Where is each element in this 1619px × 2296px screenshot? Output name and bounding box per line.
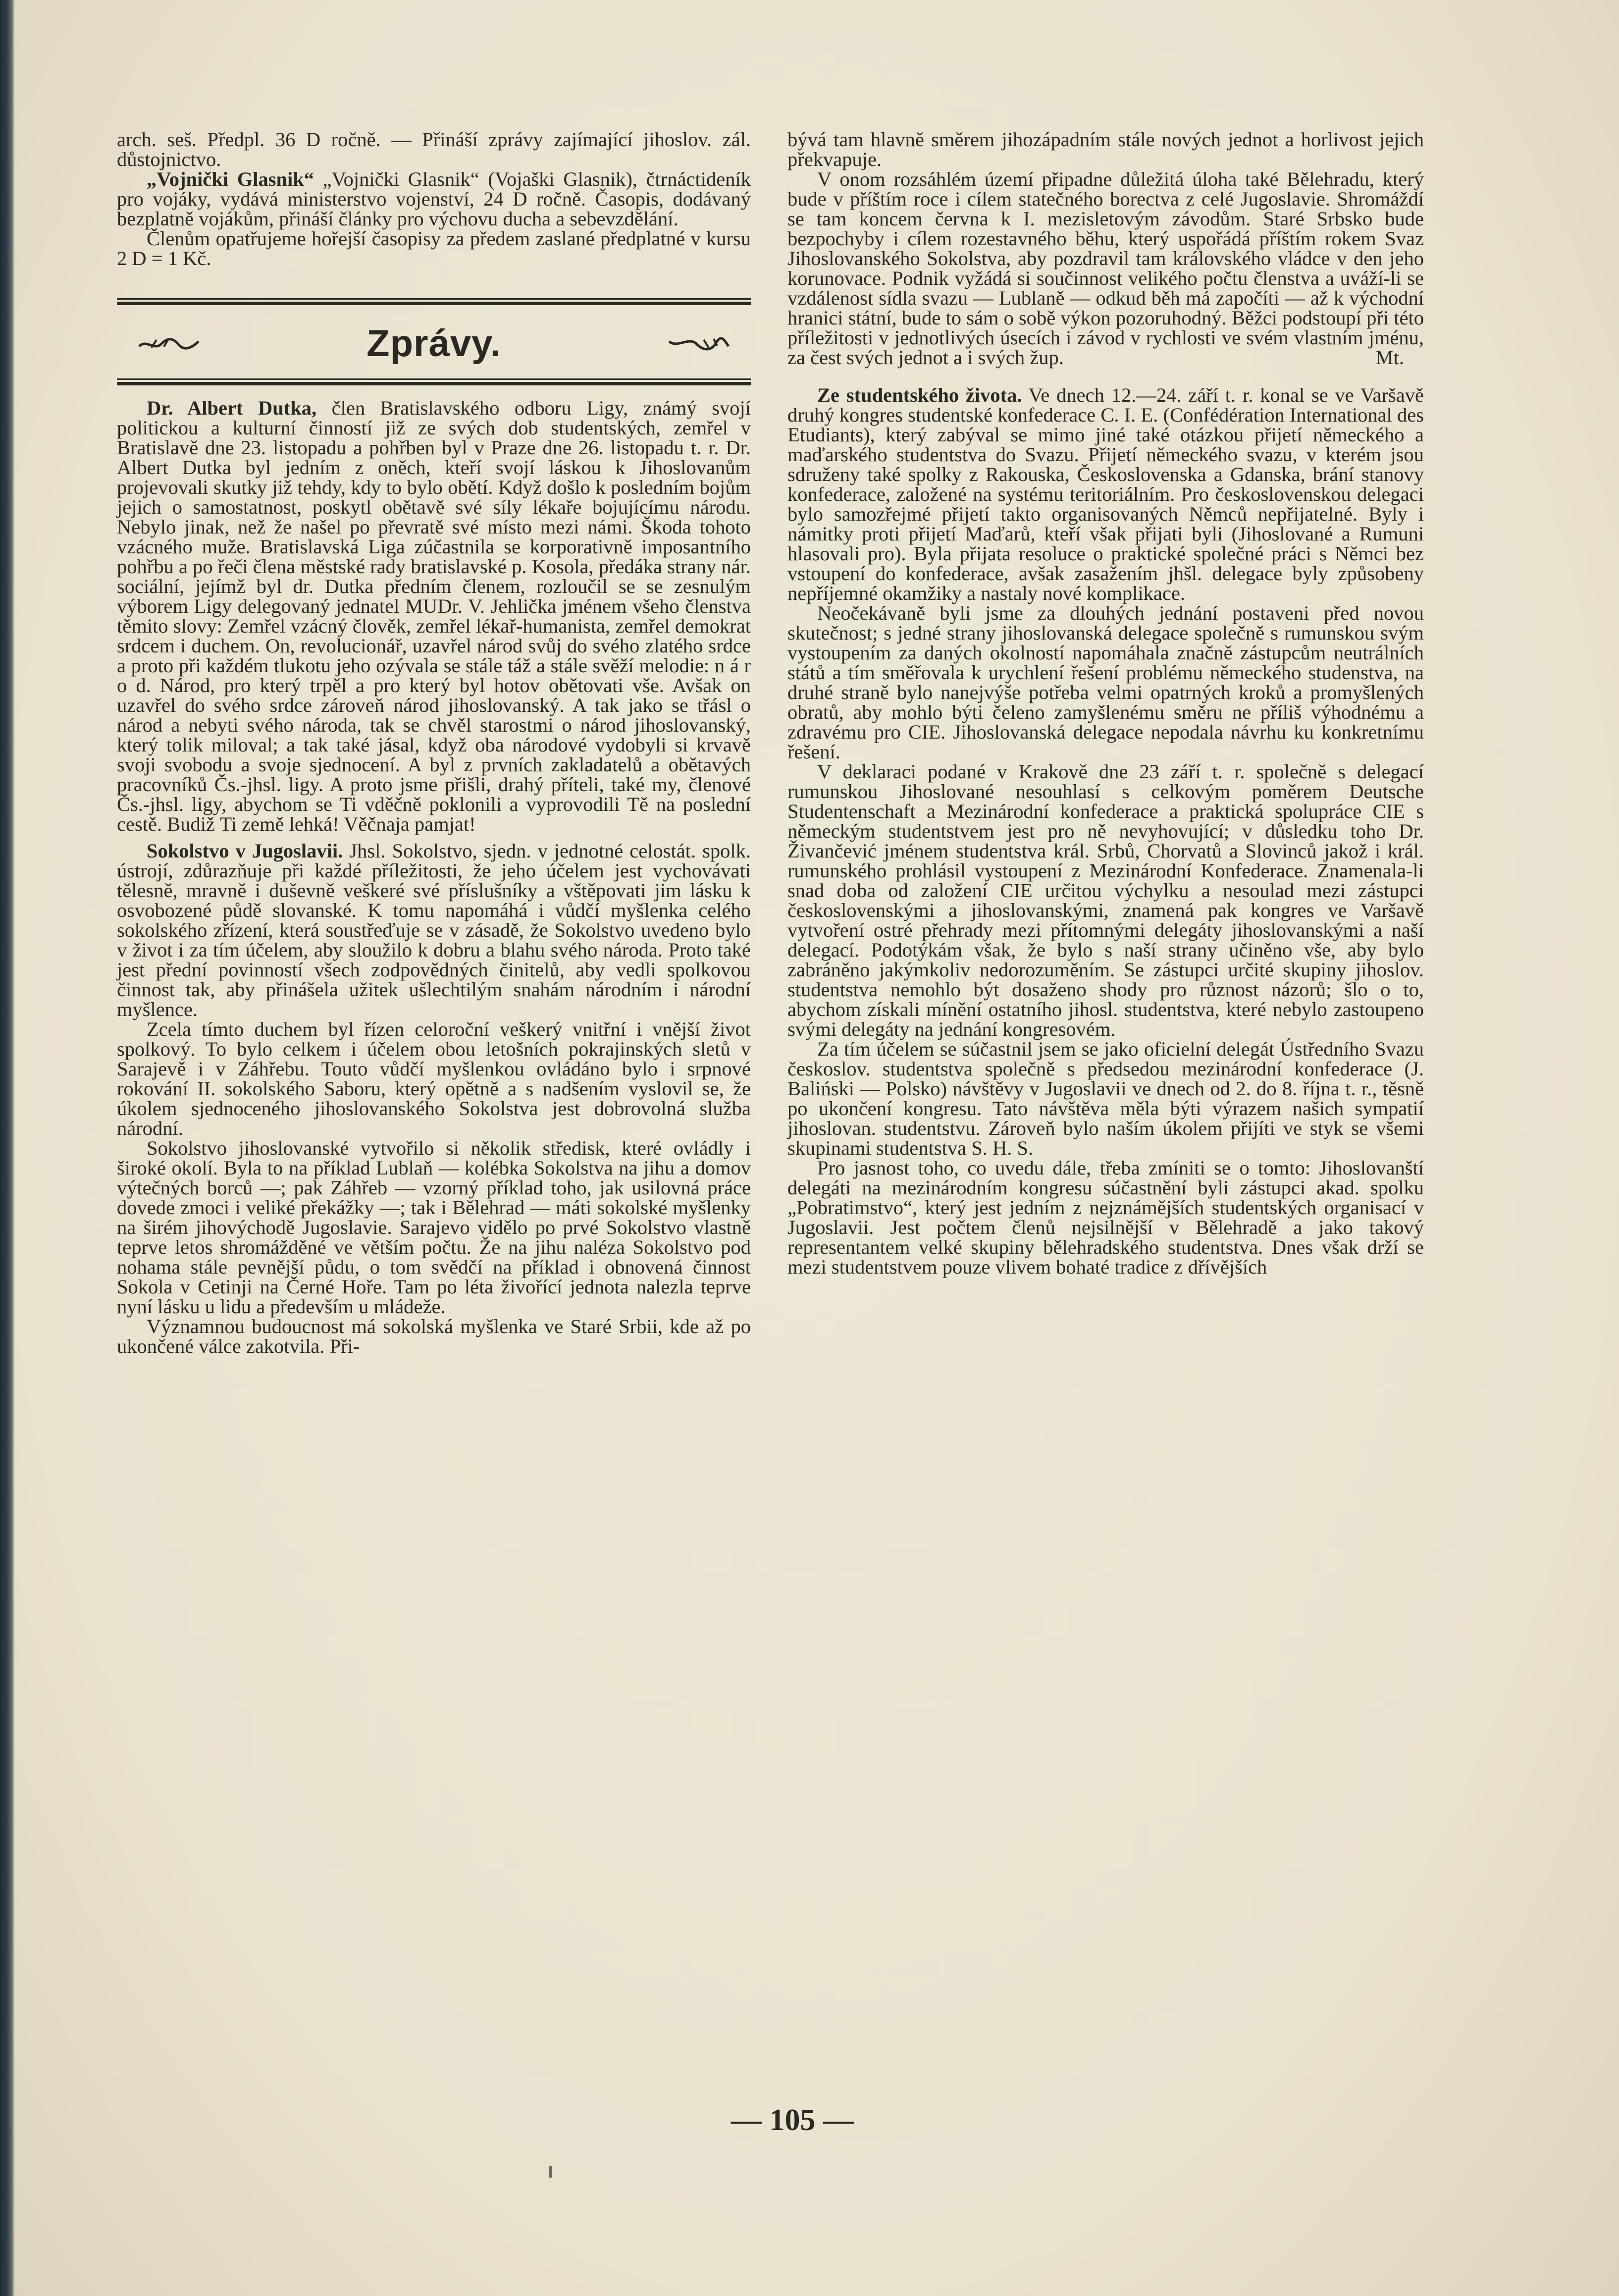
paragraph: Zcela tímto duchem byl řízen celoroční veškerý vnitřní i vnější život spolkový. To bylo celkem i účelem obou letošních pokrajinských sletů v Sarajevě i v Záhřebu. Touto vůdčí myšlenkou ovládáno bylo i srpnové rokování II. sokolského Saboru, který opětně a s nadšením vyslovil se, že úkolem sjednoceného jihoslovanského Sokolstva jest dobrovolná služba národní. xyxy=(117,1018,751,1139)
paragraph: Neočekávaně byli jsme za dlouhých jednání postaveni před novou skutečnost; s jedné strany jihoslovanská delegace společně s rumunskou svým vystoupením za daných okolností napomáhala značně zástupcům neutrálních států a tím směřovala k urychlení řešení problému německého studenstva, na druhé straně bylo nanejvýše potřeba velmi opatrných kroků a promyšlených obratů, aby mohlo býti čeleno zamyšlenému směru ne příliš výhodnému a zdravému pro CIE. Jihoslovanská delegace nepodala návrhu ku konkretnímu řešení. xyxy=(787,602,1424,763)
paragraph-continuation: bývá tam hlavně směrem jihozápadním stále nových jednot a horlivost jejich překvapuje. xyxy=(787,128,1424,170)
article-dutka xyxy=(117,398,751,834)
paragraph: Významnou budoucnost má sokolská myšlenka ve Staré Srbii, kde až po ukončené válce zakotvila. Při- xyxy=(117,1315,751,1357)
ornament-flourish-icon xyxy=(667,334,731,354)
page-number: — 105 — xyxy=(731,2103,854,2137)
heading-rule-bottom xyxy=(117,378,751,385)
ink-mark xyxy=(549,2166,552,2178)
right-column xyxy=(787,130,1424,1277)
author-signature: Mt. xyxy=(1375,346,1404,369)
paragraph: Pro jasnost toho, co uvedu dále, třeba zmíniti se o tomto: Jihoslovanští delegáti na mezinárodním kongresu súčastnění byli zástupci akad. spolku „Pobratimstvo“, který jest jedním z nejznámějších studentských organisací v Jugoslavii. Jest počtem členů nejsilnější v Bělehradě a jako takový representantem velké skupiny bělehradského studentstva. Dnes však drží se mezi studentstvem pouze vlivem bohaté tradice z dřívějších xyxy=(787,1157,1424,1278)
paragraph-text: V onom rozsáhlém území připadne důležitá úloha také Bělehradu, který bude v příštím roce i cílem statečného borectva z celé Jugoslavie. Shromáždí se tam koncem června k I. mezisletovým závodům. Staré Srbsko bude bezpochyby i cílem rozestavného běhu, který uspořádá příštím rokem Svaz Jihoslovanského Sokolstva, aby pozdravil tam královského vládce v den jeho korunovace. Podnik vyžádá si součinnost velikého počtu členstva a uváží-li se vzdálenost sídla svazu — Lublaně — odkud běh má započíti — až k východní hranici státní, bude to sám o sobě výkon pozoruhodný. Běžci podstoupí při této příležitosti v jednotlivých úsecích i závod v rychlosti ve svém vlastním jménu, za čest svých jednot a i svých žup. xyxy=(787,168,1424,369)
paragraph-periodical-end: arch. seš. Předpl. 36 D ročně. — Přináší zprávy zajímající jihoslov. zál. důstojnictvo. xyxy=(117,128,751,170)
periodical-title: „Vojnički Glasnik“ xyxy=(147,168,314,190)
article-sokolstvo xyxy=(117,841,751,1019)
left-column xyxy=(117,130,751,1356)
section-heading-block xyxy=(117,294,751,398)
article-body: Ve dnech 12.—24. září t. r. konal se ve Varšavě druhý kongres studentské konfederace C. I. E. (Confédération International des Etudiants), který zabýval se mimo jiné také otázkou přijetí německého a maďarského studentstva do Svazu. Přijetí německého svazu, v kterém jsou sdruženy také spolky z Rakouska, Československa a Gdanska, brání stanovy konfederace, založené na systému teritoriálním. Pro československou delegaci bylo samozřejmé přijetí takto organisovaných Němců nepřijatelné. Byly i námitky proti přijetí Maďarů, kteří však přijati byli (Jihoslované a Rumuni hlasovali pro). Byla přijata resoluce o praktické společné práci s Němci bez vstoupení do konfederace, avšak zasažením jhšl. delegace byly způsobeny nepříjemné okamžiky a nastaly nové komplikace. xyxy=(787,384,1424,604)
article-student-life xyxy=(787,385,1424,603)
article-body: Jhsl. Sokolstvo, sjedn. v jednotné celostát. spolk. ústrojí, zdůrazňuje při každé příležitosti, že jeho účelem jest vychovávati tělesně, mravně i duševně veškeré své příslušníky a vštěpovati jim lásku k osvobozené půdě slovanské. K tomu napomáhá i vůdčí myšlenka celého sokolského zřízení, která soustřeďuje se v zásadě, že Sokolstvo uvedeno bylo v život i za tím účelem, aby sloužilo k dobru a blahu svého národa. Proto také jest přední povinností všech zodpovědných činitelů, aby vedli spolkovou činnost tak, aby přinášela užitek ušlechtilým snahám národním i národní myšlence. xyxy=(117,840,751,1020)
section-heading: Zprávy. xyxy=(366,322,501,365)
paragraph: Za tím účelem se súčastnil jsem se jako oficielní delegát Ústředního Svazu českoslov. studentstva společně s předsedou mezinárodní konfederace (J. Baliński — Polsko) návštěvy v Jugoslavii ve dnech od 2. do 8. října t. r., těsně po ukončení kongresu. Tato návštěva měla býti výrazem našich sympatií jihoslovan. studentstvu. Zároveň bylo naším úkolem přijíti ve styk se všemi skupinami studentstva S. H. S. xyxy=(787,1038,1424,1159)
article-body: člen Bratislavského odboru Ligy, známý svojí politickou a kulturní činností již ze svých dob studentských, zemřel v Bratislavě dne 23. listopadu a pohřben byl v Praze dne 26. listopadu t. r. Dr. Albert Dutka byl jedním z oněch, kteří svojí láskou k Jihoslovanům projevovali skutky již tehdy, kdy to bylo obětí. Když došlo k posledním bojům jejich o samostatnost, poskytl obětavě své síly lékaře bojujícímu národu. Nebylo jinak, než že našel po převratě své místo mezi námi. Škoda tohoto vzácného muže. Bratislavská Liga zúčastnila se korporativně imposantního pohřbu a po řeči člena městské rady bratislavské p. Kosola, předáka strany nár. sociální, jejímž byl dr. Dutka předním členem, rozloučil se se zesnulým výborem Ligy delegovaný jednatel MUDr. V. Jehlička jménem všeho členstva těmito slovy: Zemřel vzácný člověk, zemřel lékař-humanista, zemřel demokrat srdcem i duchem. On, revolucionář, uzavřel národ svůj do svého zlatého srdce a proto při každém tlukotu jeho ozývala se stále táž a stále svěží melodie: n á r o d. Národ, pro který trpěl a pro který byl hotov obětovati vše. Avšak on uzavřel do svého srdce zároveň národ jihoslovanský. A tak jako se třásl o národ a nebyti svého národa, tak se chvěl starostmi o národ jihoslovanský, který tolik miloval; a tak také jásal, když oba národové vydobyli si krvavě svoji svobodu a svoje sjednocení. A byl z prvních zakladatelů a obětavých pracovníků Čs.-jhsl. ligy. A proto jsme přišli, drahý příteli, také my, členové Čs.-jhsl. ligy, abychom se Ti vděčně poklonili a vyprovodili Tě na poslední cestě. Budiž Ti země lehká! Věčnaja pamjat! xyxy=(117,397,751,835)
article-title: Sokolstvo v Jugoslavii. xyxy=(147,840,343,862)
paragraph-vojnicki-glasnik xyxy=(117,169,751,229)
paragraph: V deklaraci podané v Krakově dne 23 září t. r. společně s delegací rumunskou Jihoslované nesouhlasí s celkovým poměrem Deutsche Studentenschaft a Mezinárodní konfederace a praktická spolupráce CIE s německým studentstvem jest pro ně nevyhovující; v důsledku toho Dr. Živančević jménem studentstva král. Srbů, Chorvatů a Slovinců jakož i král. rumunského prohlásil vystoupení z Mezinárodní Konfederace. Znamenala-li snad doba od založení CIE určitou výchylku a nesoulad mezi zástupci československými a jihoslovanskými, znamená pak kongres ve Varšavě vytvoření ostré přehrady mezi přítomnými delegáty jihoslovanskými a naší delegací. Podotýkám však, že bylo s naší strany učiněno vše, aby bylo zabráněno jakýmkoliv nedorozuměním. Se zástupci určité skupiny jihoslov. studentstva nemohlo být dosaženo shody pro různost názorů; šlo o to, abychom získali mínění ostatního jihosl. studentstva, které nebylo zastoupeno svými delegáty na jednání kongresovém. xyxy=(787,760,1424,1040)
paragraph xyxy=(787,169,1424,368)
article-title: Ze studentského života. xyxy=(817,384,1022,406)
heading-rule-top xyxy=(117,298,751,305)
page-edge-shadow xyxy=(0,0,15,2296)
paragraph: Sokolstvo jihoslovanské vytvořilo si několik středisk, které ovládly i široké okolí. Byla to na příklad Lublaň — kolébka Sokolstva na jihu a domov výtečných borců —; pak Záhřeb — vzorný příklad toho, jak usilovná práce dovede zmoci i veliké překážky —; tak i Bělehrad — máti sokolské myšlenky na širém jihovýchodě Jugoslavie. Sarajevo vidělo po prvé Sokolstvo vlastně teprve letos shromážděné ve větším počtu. Že na jihu naléza Sokolstvo pod nohama stále pevnější půdu, o tom svědčí na příklad i obnovená činnost Sokola v Cetinji na Černé Hoře. Tam po léta živořící jednota nalezla teprve nyní lásku u lidu a především u mládeže. xyxy=(117,1137,751,1318)
paragraph-subscription-note: Členům opatřujeme hořejší časopisy za předem zaslané předplatné v kursu 2 D = 1 Kč. xyxy=(117,227,751,269)
article-title: Dr. Albert Dutka, xyxy=(147,397,317,419)
periodical-description: „Vojnički Glasnik“ (Vojaški Glasnik), čtrnáctideník pro vojáky, vydává ministerstvo vojenství, 24 D ročně. Časopis, dodávaný bezplatně vojákům, přináší články pro výchovu ducha a sebevzdělání. xyxy=(117,168,751,230)
